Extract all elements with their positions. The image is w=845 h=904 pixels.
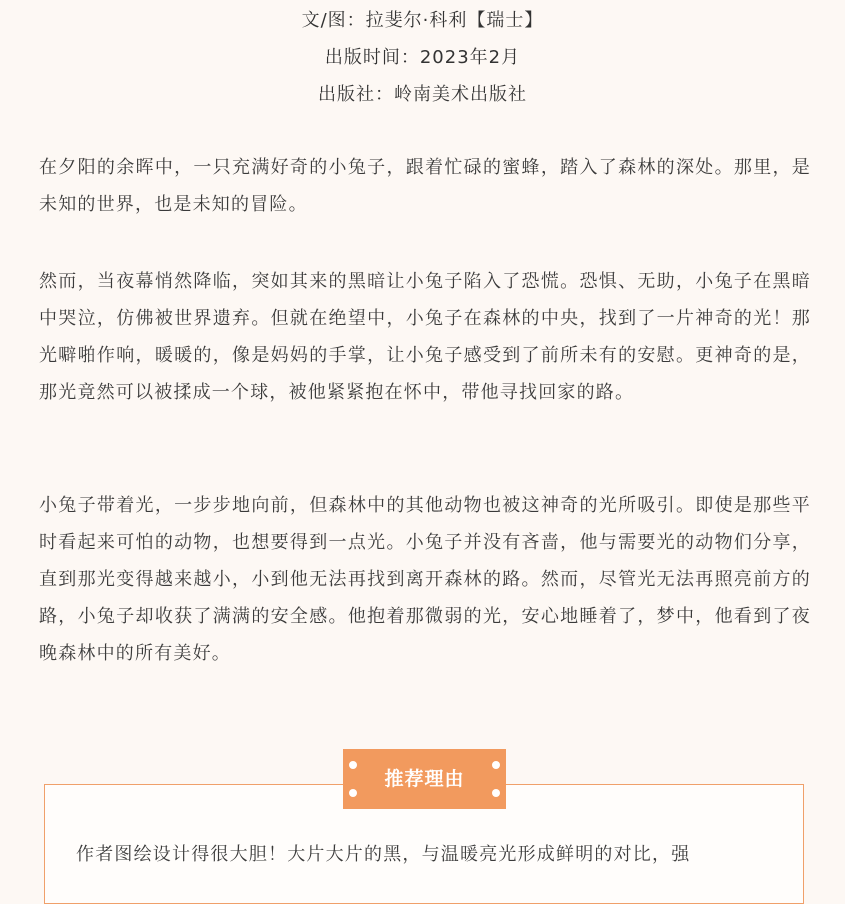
article-paragraph: 然而，当夜幕悄然降临，突如其来的黑暗让小兔子陷入了恐慌。恐惧、无助，小兔子在黑暗中哭泣，仿佛被世界遗弃。但就在绝望中，小兔子在森林的中央，找到了一片神奇的光！那光噼啪作响，暖暖的，像是妈妈的手掌，让小兔子感受到了前所未有的安慰。更神奇的是，那光竟然可以被揉成一个球，被他紧紧抱在怀中，带他寻找回家的路。 (39, 271, 811, 403)
recommendation-tag (343, 749, 506, 809)
tag-dot-decoration (349, 761, 357, 769)
tag-dot-decoration (492, 789, 500, 797)
book-author-line: 文/图：拉斐尔·科利【瑞士】 (301, 10, 544, 31)
book-publisher-line: 出版社：岭南美术出版社 (318, 84, 527, 105)
article-paragraph: 小兔子带着光，一步步地向前，但森林中的其他动物也被这神奇的光所吸引。即使是那些平时看起来可怕的动物，也想要得到一点光。小兔子并没有吝啬，他与需要光的动物们分享，直到那光变得越来越小，小到他无法再找到离开森林的路。然而，尽管光无法再照亮前方的路，小兔子却收获了满满的安全感。他抱着那微弱的光，安心地睡着了，梦中，他看到了夜晚森林中的所有美好。 (39, 495, 811, 664)
tag-dot-decoration (349, 789, 357, 797)
tag-dot-decoration (492, 761, 500, 769)
book-publish-date-line: 出版时间：2023年2月 (324, 47, 521, 68)
recommendation-text: 作者图绘设计得很大胆！大片大片的黑，与温暖亮光形成鲜明的对比，强 (76, 844, 691, 865)
article-paragraph: 在夕阳的余晖中，一只充满好奇的小兔子，跟着忙碌的蜜蜂，踏入了森林的深处。那里，是未知的世界，也是未知的冒险。 (39, 157, 811, 215)
recommendation-tag-label: 推荐理由 (384, 768, 465, 790)
